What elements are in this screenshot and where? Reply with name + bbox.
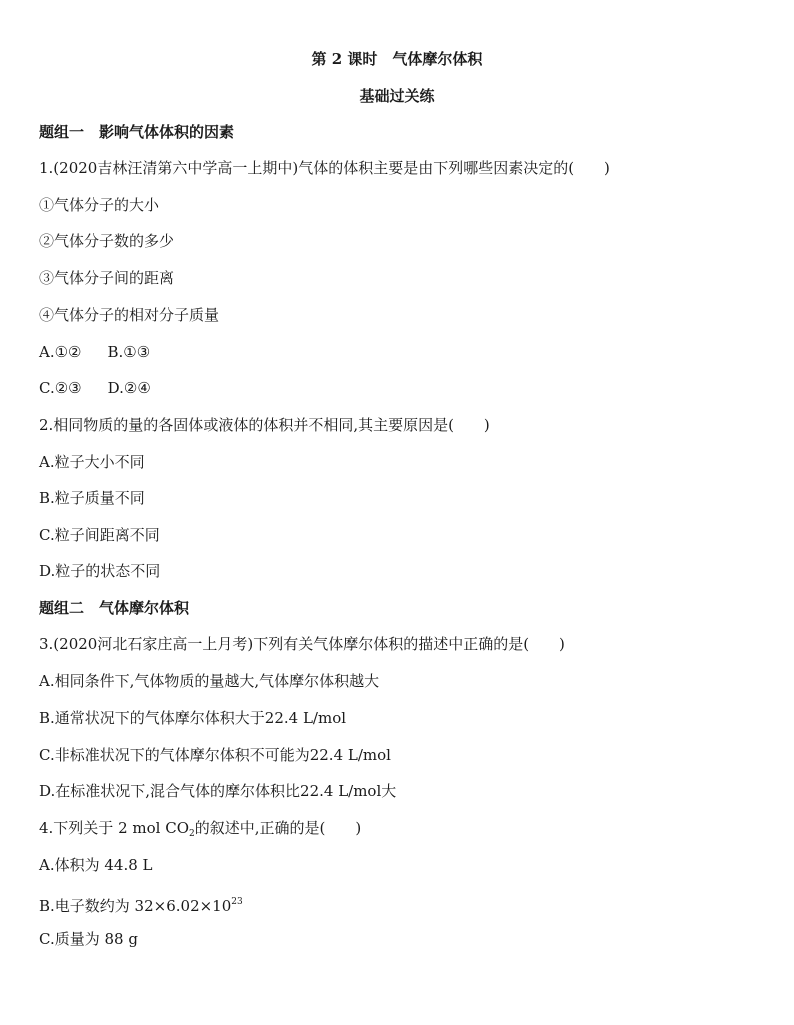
question-3-option-a: A.相同条件下,气体物质的量越大,气体摩尔体积越大 (39, 672, 380, 690)
question-2-option-b: B.粒子质量不同 (39, 489, 145, 507)
question-1-stem: 1.(2020吉林汪清第六中学高一上期中)气体的体积主要是由下列哪些因素决定的( ) (39, 159, 610, 177)
subscript: 2 (189, 829, 195, 839)
question-4-option-b: B.电子数约为 $32\times 6.02\times 10^{23}$ (39, 897, 243, 915)
question-2-option-c: C.粒子间距离不同 (39, 526, 160, 544)
question-3-option-d: D.在标准状况下,混合气体的摩尔体积比22.4 L/mol大 (39, 782, 397, 800)
question-4-option-a: A.体积为 44.8 L (39, 856, 153, 874)
question-1-option-a: A.①② (39, 343, 82, 361)
question-1-option-d: D.②④ (107, 379, 151, 397)
lesson-title: 第 2 课时 气体摩尔体积 (311, 50, 483, 68)
question-1-option-b: B.①③ (107, 343, 151, 361)
superscript: 23 (231, 897, 243, 907)
question-4-stem: 4.下列关于 2 mol $CO_2$的叙述中,正确的是( ) (39, 819, 362, 839)
group-heading-2: 题组二 气体摩尔体积 (39, 599, 190, 617)
question-3-option-b: B.通常状况下的气体摩尔体积大于22.4 L/mol (39, 709, 347, 727)
question-1-factor-4: ④气体分子的相对分子质量 (39, 306, 220, 324)
question-2-option-a: A.粒子大小不同 (39, 453, 145, 471)
question-1-options-ab (39, 342, 150, 362)
question-1-options-cd (39, 378, 151, 398)
section-title: 基础过关练 (359, 87, 435, 105)
question-4-option-c: C.质量为 88 g (39, 930, 138, 948)
question-3-option-c: C.非标准状况下的气体摩尔体积不可能为22.4 L/mol (39, 746, 391, 764)
question-2-stem: 2.相同物质的量的各固体或液体的体积并不相同,其主要原因是( ) (39, 416, 490, 434)
question-1-factor-1: ①气体分子的大小 (39, 196, 160, 214)
question-3-stem: 3.(2020河北石家庄高一上月考)下列有关气体摩尔体积的描述中正确的是( ) (39, 635, 565, 653)
question-1-option-c: C.②③ (39, 379, 82, 397)
group-heading-1: 题组一 影响气体体积的因素 (39, 123, 235, 141)
question-1-factor-3: ③气体分子间的距离 (39, 269, 175, 287)
question-1-factor-2: ②气体分子数的多少 (39, 232, 175, 250)
question-2-option-d: D.粒子的状态不同 (39, 562, 161, 580)
